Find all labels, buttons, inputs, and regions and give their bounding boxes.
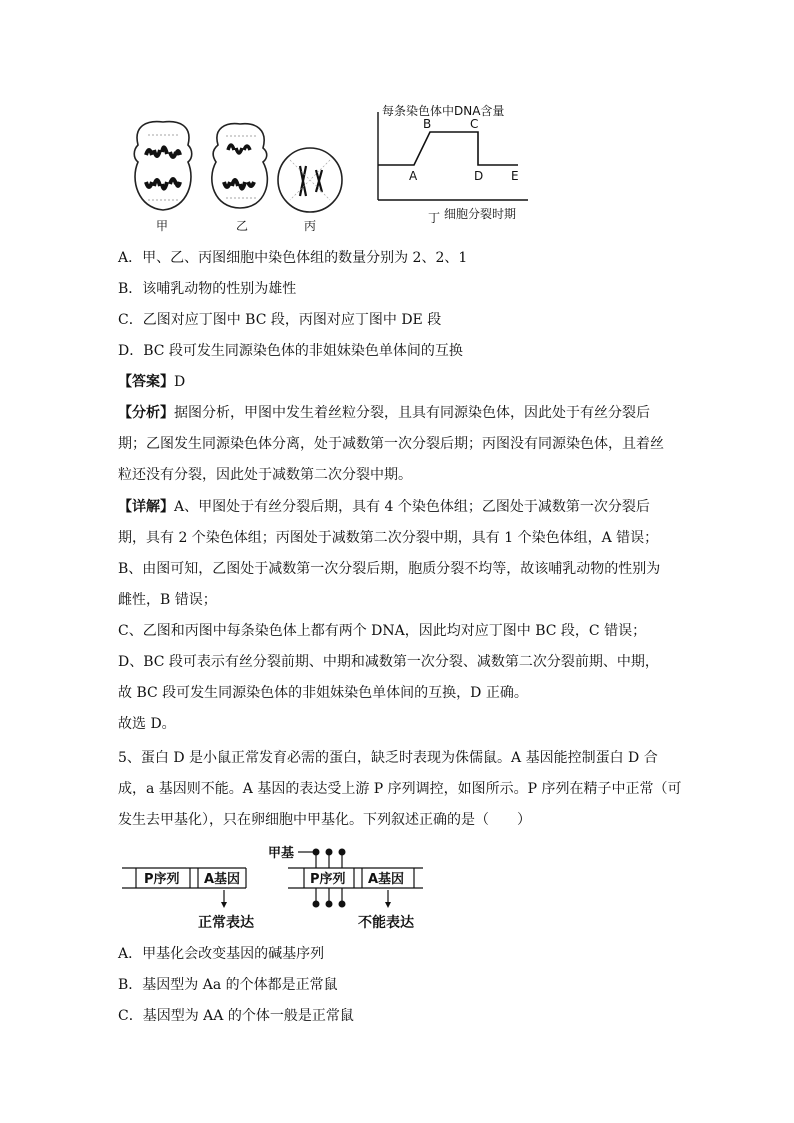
q4-option-c: C．乙图对应丁图中 BC 段，丙图对应丁图中 DE 段 [118, 312, 442, 328]
answer-value: D [174, 374, 186, 390]
graph-point-E: E [511, 169, 519, 183]
methyl-label: 甲基 [268, 846, 295, 861]
methyl-groups-top [313, 849, 346, 869]
methyl-groups-bottom [313, 888, 346, 908]
q4-detail-line-5: C、乙图和丙图中每条染色体上都有两个 DNA，因此均对应丁图中 BC 段，C 错误； [118, 623, 647, 639]
q4-option-b: B．该哺乳动物的性别为雄性 [118, 281, 297, 297]
q4-answer [118, 372, 185, 392]
q4-detail-line-1 [118, 497, 650, 517]
cell-bing [278, 148, 342, 212]
q4-detail-line-4: 雌性，B 错误； [118, 592, 217, 608]
graph-xlabel: 细胞分裂时期 [444, 207, 517, 221]
q4-analysis-line-2: 期；乙图发生同源染色体分离，处于减数第一次分裂后期；丙图没有同源染色体，且着丝 [118, 436, 664, 452]
graph-point-D: D [474, 169, 484, 183]
q5-option-a: A．甲基化会改变基因的碱基序列 [118, 946, 325, 962]
dna-content-graph [378, 103, 528, 225]
q4-option-a: A．甲、乙、丙图细胞中染色体组的数量分别为 2、2、1 [118, 250, 468, 266]
cell-label-bing: 丙 [304, 219, 317, 233]
graph-ylabel: 每条染色体中DNA含量 [382, 104, 505, 118]
analysis-tag: 【分析】 [118, 405, 174, 421]
q4-detail-line-7: 故 BC 段可发生同源染色体的非姐妹染色单体间的互换，D 正确。 [118, 685, 528, 701]
a-gene-label-left: A基因 [204, 872, 241, 887]
cell-division-figure [118, 100, 538, 240]
q4-analysis-line-1 [118, 403, 650, 423]
normal-expression-label: 正常表达 [198, 915, 254, 931]
q4-option-d: D．BC 段可发生同源染色体的非姐妹染色单体间的互换 [118, 343, 463, 359]
detail-text-1: A、甲图处于有丝分裂后期，具有 4 个染色体组；乙图处于减数第一次分裂后 [174, 499, 650, 515]
q4-detail-line-2: 期，具有 2 个染色体组；丙图处于减数第二次分裂中期，具有 1 个染色体组，A 错误； [118, 530, 659, 546]
normal-construct [122, 868, 254, 931]
answer-tag: 【答案】 [118, 374, 174, 390]
cannot-express-label: 不能表达 [358, 915, 414, 931]
methylation-diagram [118, 842, 438, 937]
p-seq-label-left: P序列 [144, 872, 180, 887]
graph-point-A: A [409, 169, 418, 183]
q5-stem-line-3: 发生去甲基化），只在卵细胞中甲基化。下列叙述正确的是（ ） [118, 812, 531, 828]
q4-detail-line-3: B、由图可知，乙图处于减数第一次分裂后期，胞质分裂不均等，故该哺乳动物的性别为 [118, 561, 661, 577]
cell-label-yi: 乙 [236, 219, 249, 233]
q4-detail-line-6: D、BC 段可表示有丝分裂前期、中期和减数第一次分裂、减数第二次分裂前期、中期， [118, 654, 659, 670]
cell-jia [134, 122, 192, 210]
q5-stem-line-2: 成，a 基因则不能。A 基因的表达受上游 P 序列调控，如图所示。P 序列在精子中正常（可 [118, 781, 682, 797]
q4-conclusion: 故选 D。 [118, 716, 176, 732]
methylated-construct [268, 845, 423, 931]
cell-yi [212, 124, 268, 208]
q5-stem-line-1: 5、蛋白 D 是小鼠正常发育必需的蛋白，缺乏时表现为侏儒鼠。A 基因能控制蛋白 D 合 [118, 750, 658, 766]
a-gene-label-right: A基因 [368, 872, 405, 887]
q5-option-c: C．基因型为 AA 的个体一般是正常鼠 [118, 1008, 354, 1024]
graph-point-C: C [470, 117, 479, 131]
cell-label-jia: 甲 [156, 219, 169, 233]
q4-analysis-line-3: 粒还没有分裂，因此处于减数第二次分裂中期。 [118, 467, 412, 483]
q5-option-b: B．基因型为 Aa 的个体都是正常鼠 [118, 977, 338, 993]
detail-tag: 【详解】 [118, 499, 174, 515]
analysis-text-1: 据图分析，甲图中发生着丝粒分裂，且具有同源染色体，因此处于有丝分裂后 [174, 405, 650, 421]
cell-label-ding: 丁 [428, 211, 441, 225]
graph-point-B: B [423, 117, 432, 131]
p-seq-label-right: P序列 [310, 872, 346, 887]
